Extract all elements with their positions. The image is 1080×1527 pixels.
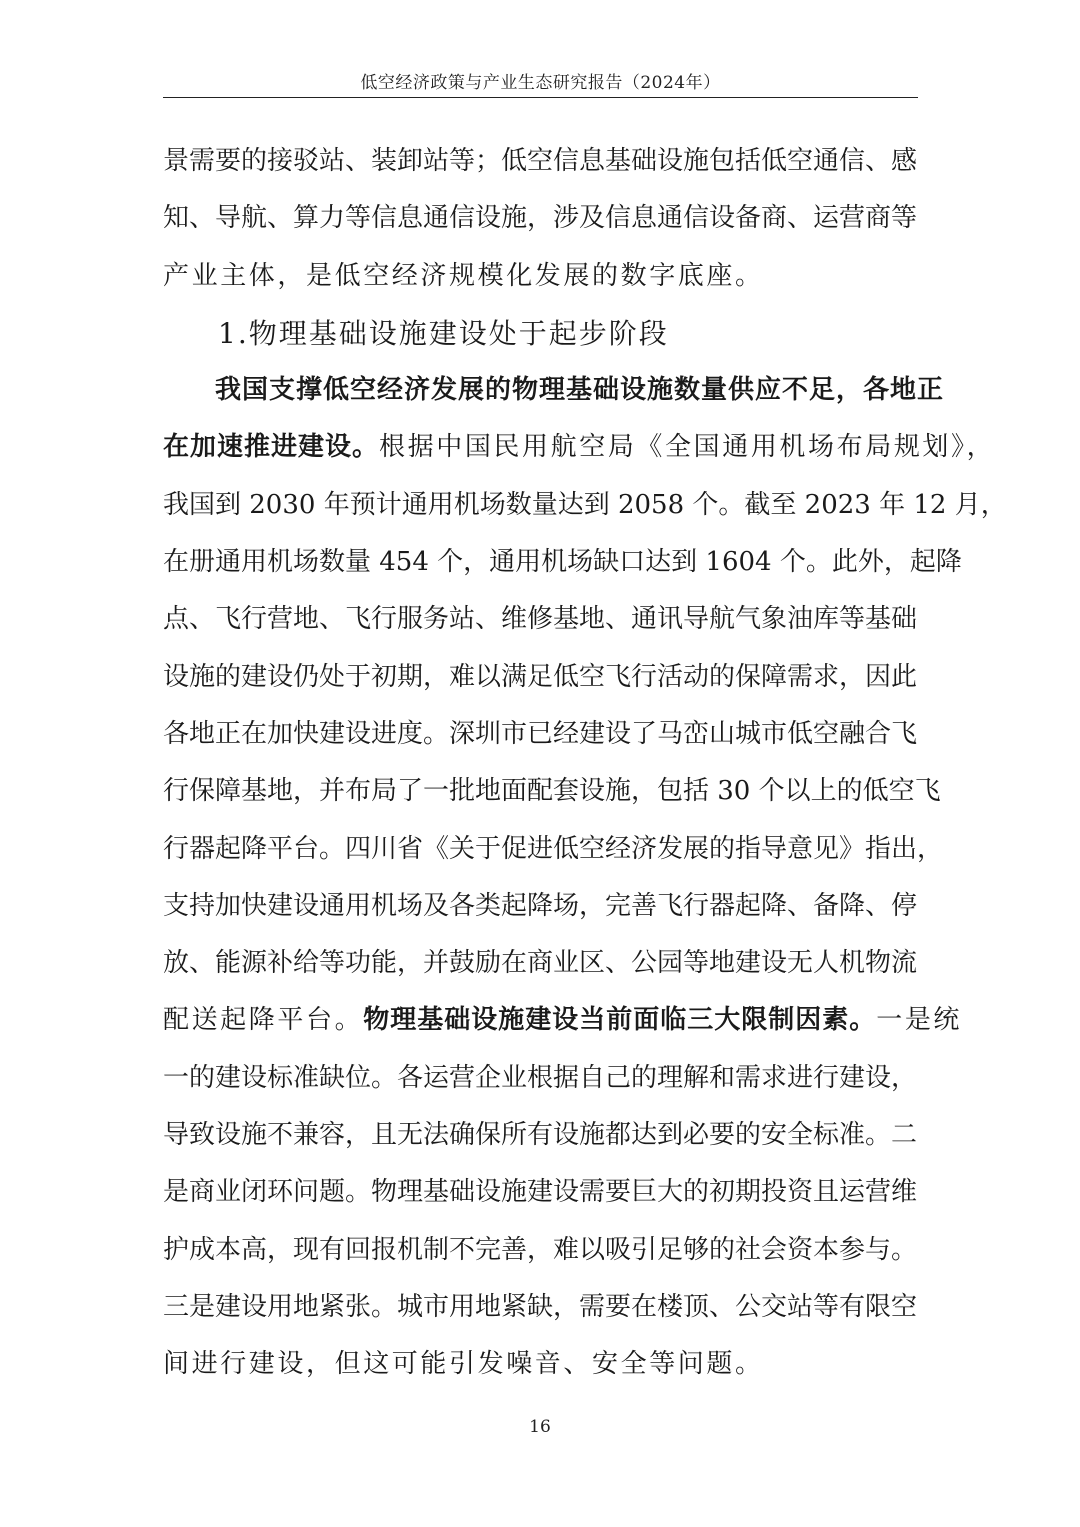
- paragraph-line: 护成本高，现有回报机制不完善，难以吸引足够的社会资本参与。: [163, 1234, 918, 1265]
- page-number: 16: [529, 1417, 551, 1437]
- paragraph-line: 各地正在加快建设进度。深圳市已经建设了马峦山城市低空融合飞: [163, 718, 918, 749]
- bold-lead-text: 在加速推进建设。: [163, 432, 380, 463]
- paragraph-text: 一是统: [876, 1005, 963, 1036]
- paragraph-line: 三是建设用地紧张。城市用地紧缺，需要在楼顶、公交站等有限空: [163, 1291, 918, 1322]
- paragraph-line: 景需要的接驳站、装卸站等；低空信息基础设施包括低空通信、感: [163, 146, 918, 176]
- paragraph-line: 放、能源补给等功能，并鼓励在商业区、公园等地建设无人机物流: [163, 948, 918, 979]
- running-header: 低空经济政策与产业生态研究报告（2024年）: [360, 73, 721, 93]
- paragraph-line: 我国到 2030 年预计通用机场数量达到 2058 个。截至 2023 年 12 月，: [163, 489, 1007, 520]
- paragraph-line: 是商业闭环问题。物理基础设施建设需要巨大的初期投资且运营维: [163, 1177, 918, 1208]
- paragraph-line: 点、飞行营地、飞行服务站、维修基地、通讯导航气象油库等基础: [163, 604, 918, 635]
- paragraph-line: 在册通用机场数量 454 个，通用机场缺口达到 1604 个。此外，起降: [163, 547, 962, 578]
- header-rule: [163, 97, 918, 98]
- paragraph-line: 一的建设标准缺位。各运营企业根据自己的理解和需求进行建设，: [163, 1062, 918, 1093]
- paragraph-line: [163, 992, 963, 1049]
- paragraph-text: 根据中国民用航空局《全国通用机场布局规划》，: [379, 432, 996, 463]
- body-text: [163, 133, 1007, 1394]
- paragraph-line: 间进行建设，但这可能引发噪音、安全等问题。: [163, 1349, 764, 1380]
- paragraph-line: 产业主体，是低空经济规模化发展的数字底座。: [163, 260, 764, 291]
- paragraph-line: 行器起降平台。四川省《关于促进低空经济发展的指导意见》指出，: [163, 833, 944, 864]
- paragraph-line: [163, 362, 945, 419]
- paragraph-line: 知、导航、算力等信息通信设施，涉及信息通信设备商、运营商等: [163, 203, 918, 234]
- paragraph-text: 配送起降平台。: [163, 1005, 364, 1036]
- paragraph-line: 设施的建设仍处于初期，难以满足低空飞行活动的保障需求，因此: [163, 661, 918, 692]
- paragraph-line: 行保障基地，并布局了一批地面配套设施，包括 30 个以上的低空飞: [163, 776, 941, 807]
- bold-lead-text: 物理基础设施建设当前面临三大限制因素。: [363, 1005, 877, 1036]
- section-heading: 1.物理基础设施建设处于起步阶段: [218, 316, 669, 350]
- paragraph-line: 导致设施不兼容，且无法确保所有设施都达到必要的安全标准。二: [163, 1120, 918, 1151]
- paragraph-line: [163, 419, 996, 476]
- paragraph-line: 支持加快建设通用机场及各类起降场，完善飞行器起降、备降、停: [163, 890, 918, 921]
- bold-lead-text: 我国支撑低空经济发展的物理基础设施数量供应不足，各地正: [215, 375, 945, 406]
